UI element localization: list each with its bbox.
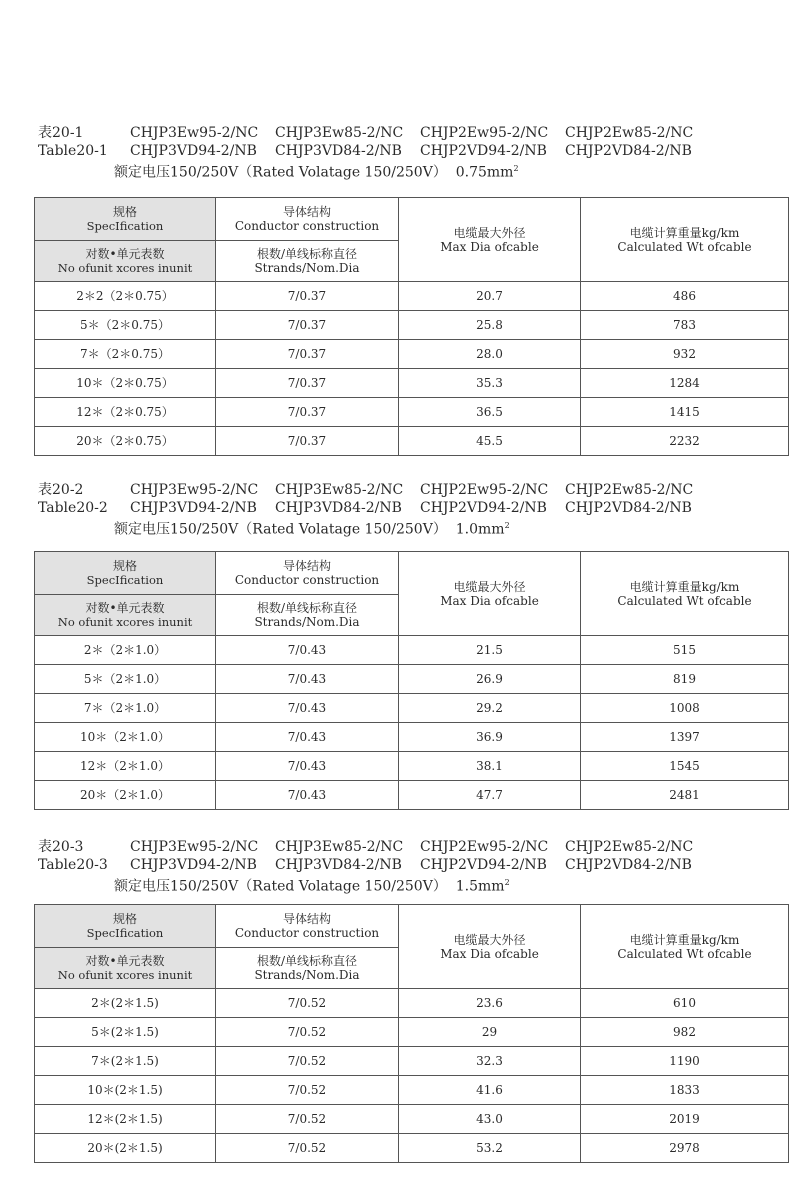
model-name: CHJP3Ew85-2/NC [275,125,404,141]
model-name: CHJP2Ew85-2/NC [565,482,694,498]
model-name: CHJP3VD94-2/NB [130,500,257,516]
cores-cell: 5＊(2＊1.5) [35,1018,216,1047]
max-dia-cell: 21.5 [399,636,581,665]
cross-section-sup: 2 [504,878,510,887]
max-dia-cell: 29 [399,1018,581,1047]
conductor-header: 导体结构 Conductor construction [216,905,399,948]
model-name: CHJP2Ew85-2/NC [565,125,694,141]
model-name: CHJP2Ew85-2/NC [565,839,694,855]
table-row [35,752,789,781]
weight-cell: 2978 [581,1134,789,1163]
cores-cell: 5＊（2＊1.0） [35,665,216,694]
weight-cell: 932 [581,340,789,369]
spec-header: 规格 SpecIfication [35,552,216,595]
cores-cell: 7＊（2＊0.75） [35,340,216,369]
table-label-en: Table20-3 [38,857,108,873]
cores-cell: 10＊(2＊1.5) [35,1076,216,1105]
cores-cell: 12＊（2＊0.75） [35,398,216,427]
table-label-cn: 表20-3 [38,839,84,855]
table-label-cn: 表20-2 [38,482,84,498]
weight-header: 电缆计算重量kg/km Calculated Wt ofcable [581,905,789,989]
model-name: CHJP3Ew95-2/NC [130,839,259,855]
strands-cell: 7/0.43 [216,781,399,810]
cores-cell: 20＊(2＊1.5) [35,1134,216,1163]
max-dia-cell: 53.2 [399,1134,581,1163]
conductor-header: 导体结构 Conductor construction [216,198,399,241]
strands-cell: 7/0.52 [216,1047,399,1076]
table-row [35,369,789,398]
table-row [35,311,789,340]
weight-cell: 610 [581,989,789,1018]
table-label-en: Table20-2 [38,500,108,516]
max-dia-header: 电缆最大外径 Max Dia ofcable [399,198,581,282]
model-name: CHJP2VD94-2/NB [420,143,547,159]
model-name: CHJP2Ew95-2/NC [420,125,549,141]
table-row [35,398,789,427]
strands-cell: 7/0.52 [216,1134,399,1163]
model-name: CHJP2VD94-2/NB [420,500,547,516]
strands-cell: 7/0.43 [216,694,399,723]
rated-voltage: 额定电压150/250V（Rated Volatage 150/250V） [114,521,447,538]
weight-cell: 1415 [581,398,789,427]
cores-cell: 20＊（2＊0.75） [35,427,216,456]
table-row [35,1076,789,1105]
strands-cell: 7/0.52 [216,1018,399,1047]
strands-cell: 7/0.37 [216,282,399,311]
cores-cell: 7＊（2＊1.0） [35,694,216,723]
table-row [35,340,789,369]
table-row [35,781,789,810]
table-heading [38,838,778,896]
max-dia-cell: 26.9 [399,665,581,694]
rated-voltage: 额定电压150/250V（Rated Volatage 150/250V） [114,878,447,895]
table-heading [38,481,778,539]
model-name: CHJP2VD94-2/NB [420,857,547,873]
cross-section-sup: 2 [504,521,510,530]
conductor-header: 导体结构 Conductor construction [216,552,399,595]
model-name: CHJP2Ew95-2/NC [420,482,549,498]
weight-header: 电缆计算重量kg/km Calculated Wt ofcable [581,198,789,282]
spec-table [34,904,789,1163]
weight-cell: 1833 [581,1076,789,1105]
strands-cell: 7/0.43 [216,723,399,752]
weight-header: 电缆计算重量kg/km Calculated Wt ofcable [581,552,789,636]
model-name: CHJP3VD94-2/NB [130,857,257,873]
weight-cell: 2232 [581,427,789,456]
model-name: CHJP3Ew85-2/NC [275,482,404,498]
weight-cell: 486 [581,282,789,311]
table-label-en: Table20-1 [38,143,108,159]
strands-cell: 7/0.37 [216,369,399,398]
max-dia-cell: 28.0 [399,340,581,369]
max-dia-header: 电缆最大外径 Max Dia ofcable [399,905,581,989]
table-row [35,723,789,752]
table-row [35,1047,789,1076]
weight-cell: 1190 [581,1047,789,1076]
model-name: CHJP2Ew95-2/NC [420,839,549,855]
cross-section: 1.5mm [455,878,505,895]
max-dia-cell: 32.3 [399,1047,581,1076]
max-dia-cell: 36.9 [399,723,581,752]
model-name: CHJP3Ew85-2/NC [275,839,404,855]
strands-cell: 7/0.52 [216,1105,399,1134]
table-row [35,282,789,311]
max-dia-header: 电缆最大外径 Max Dia ofcable [399,552,581,636]
model-name: CHJP2VD84-2/NB [565,143,692,159]
spec-header: 规格 SpecIfication [35,198,216,241]
strands-header: 根数/单线标称直径 Strands/Nom.Dia [216,241,399,282]
table-row [35,636,789,665]
cores-header: 对数•单元表数 No ofunit xcores inunit [35,241,216,282]
cores-header: 对数•单元表数 No ofunit xcores inunit [35,948,216,989]
max-dia-cell: 41.6 [399,1076,581,1105]
strands-header: 根数/单线标称直径 Strands/Nom.Dia [216,595,399,636]
strands-cell: 7/0.43 [216,636,399,665]
weight-cell: 515 [581,636,789,665]
spec-header: 规格 SpecIfication [35,905,216,948]
weight-cell: 1397 [581,723,789,752]
max-dia-cell: 47.7 [399,781,581,810]
model-name: CHJP3VD84-2/NB [275,500,402,516]
cores-cell: 20＊（2＊1.0） [35,781,216,810]
table-row [35,1018,789,1047]
weight-cell: 1008 [581,694,789,723]
weight-cell: 2019 [581,1105,789,1134]
model-name: CHJP3Ew95-2/NC [130,125,259,141]
spec-table [34,551,789,810]
max-dia-cell: 35.3 [399,369,581,398]
weight-cell: 819 [581,665,789,694]
model-name: CHJP3Ew95-2/NC [130,482,259,498]
cores-cell: 2＊(2＊1.5) [35,989,216,1018]
strands-cell: 7/0.43 [216,665,399,694]
cores-cell: 7＊(2＊1.5) [35,1047,216,1076]
table-row [35,1134,789,1163]
strands-cell: 7/0.43 [216,752,399,781]
max-dia-cell: 38.1 [399,752,581,781]
strands-cell: 7/0.52 [216,1076,399,1105]
cores-cell: 2＊（2＊1.0） [35,636,216,665]
cores-cell: 12＊（2＊1.0） [35,752,216,781]
cross-section: 0.75mm [455,164,514,181]
table-label-cn: 表20-1 [38,125,84,141]
spec-table [34,197,789,456]
table-heading [38,124,778,182]
table-row [35,1105,789,1134]
weight-cell: 1284 [581,369,789,398]
weight-cell: 783 [581,311,789,340]
strands-header: 根数/单线标称直径 Strands/Nom.Dia [216,948,399,989]
table-row [35,665,789,694]
max-dia-cell: 20.7 [399,282,581,311]
strands-cell: 7/0.37 [216,311,399,340]
model-name: CHJP2VD84-2/NB [565,857,692,873]
strands-cell: 7/0.52 [216,989,399,1018]
cross-section: 1.0mm [455,521,505,538]
max-dia-cell: 36.5 [399,398,581,427]
max-dia-cell: 29.2 [399,694,581,723]
rated-voltage: 额定电压150/250V（Rated Volatage 150/250V） [114,164,447,181]
cores-cell: 10＊（2＊1.0） [35,723,216,752]
model-name: CHJP3VD94-2/NB [130,143,257,159]
model-name: CHJP3VD84-2/NB [275,857,402,873]
table-row [35,989,789,1018]
strands-cell: 7/0.37 [216,398,399,427]
model-name: CHJP3VD84-2/NB [275,143,402,159]
table-row [35,694,789,723]
cross-section-sup: 2 [513,164,519,173]
cores-cell: 2＊2（2＊0.75） [35,282,216,311]
max-dia-cell: 25.8 [399,311,581,340]
max-dia-cell: 45.5 [399,427,581,456]
model-name: CHJP2VD84-2/NB [565,500,692,516]
cores-cell: 5＊（2＊0.75） [35,311,216,340]
cores-cell: 12＊(2＊1.5) [35,1105,216,1134]
max-dia-cell: 43.0 [399,1105,581,1134]
cores-header: 对数•单元表数 No ofunit xcores inunit [35,595,216,636]
strands-cell: 7/0.37 [216,340,399,369]
max-dia-cell: 23.6 [399,989,581,1018]
weight-cell: 982 [581,1018,789,1047]
table-row [35,427,789,456]
weight-cell: 2481 [581,781,789,810]
weight-cell: 1545 [581,752,789,781]
strands-cell: 7/0.37 [216,427,399,456]
cores-cell: 10＊（2＊0.75） [35,369,216,398]
